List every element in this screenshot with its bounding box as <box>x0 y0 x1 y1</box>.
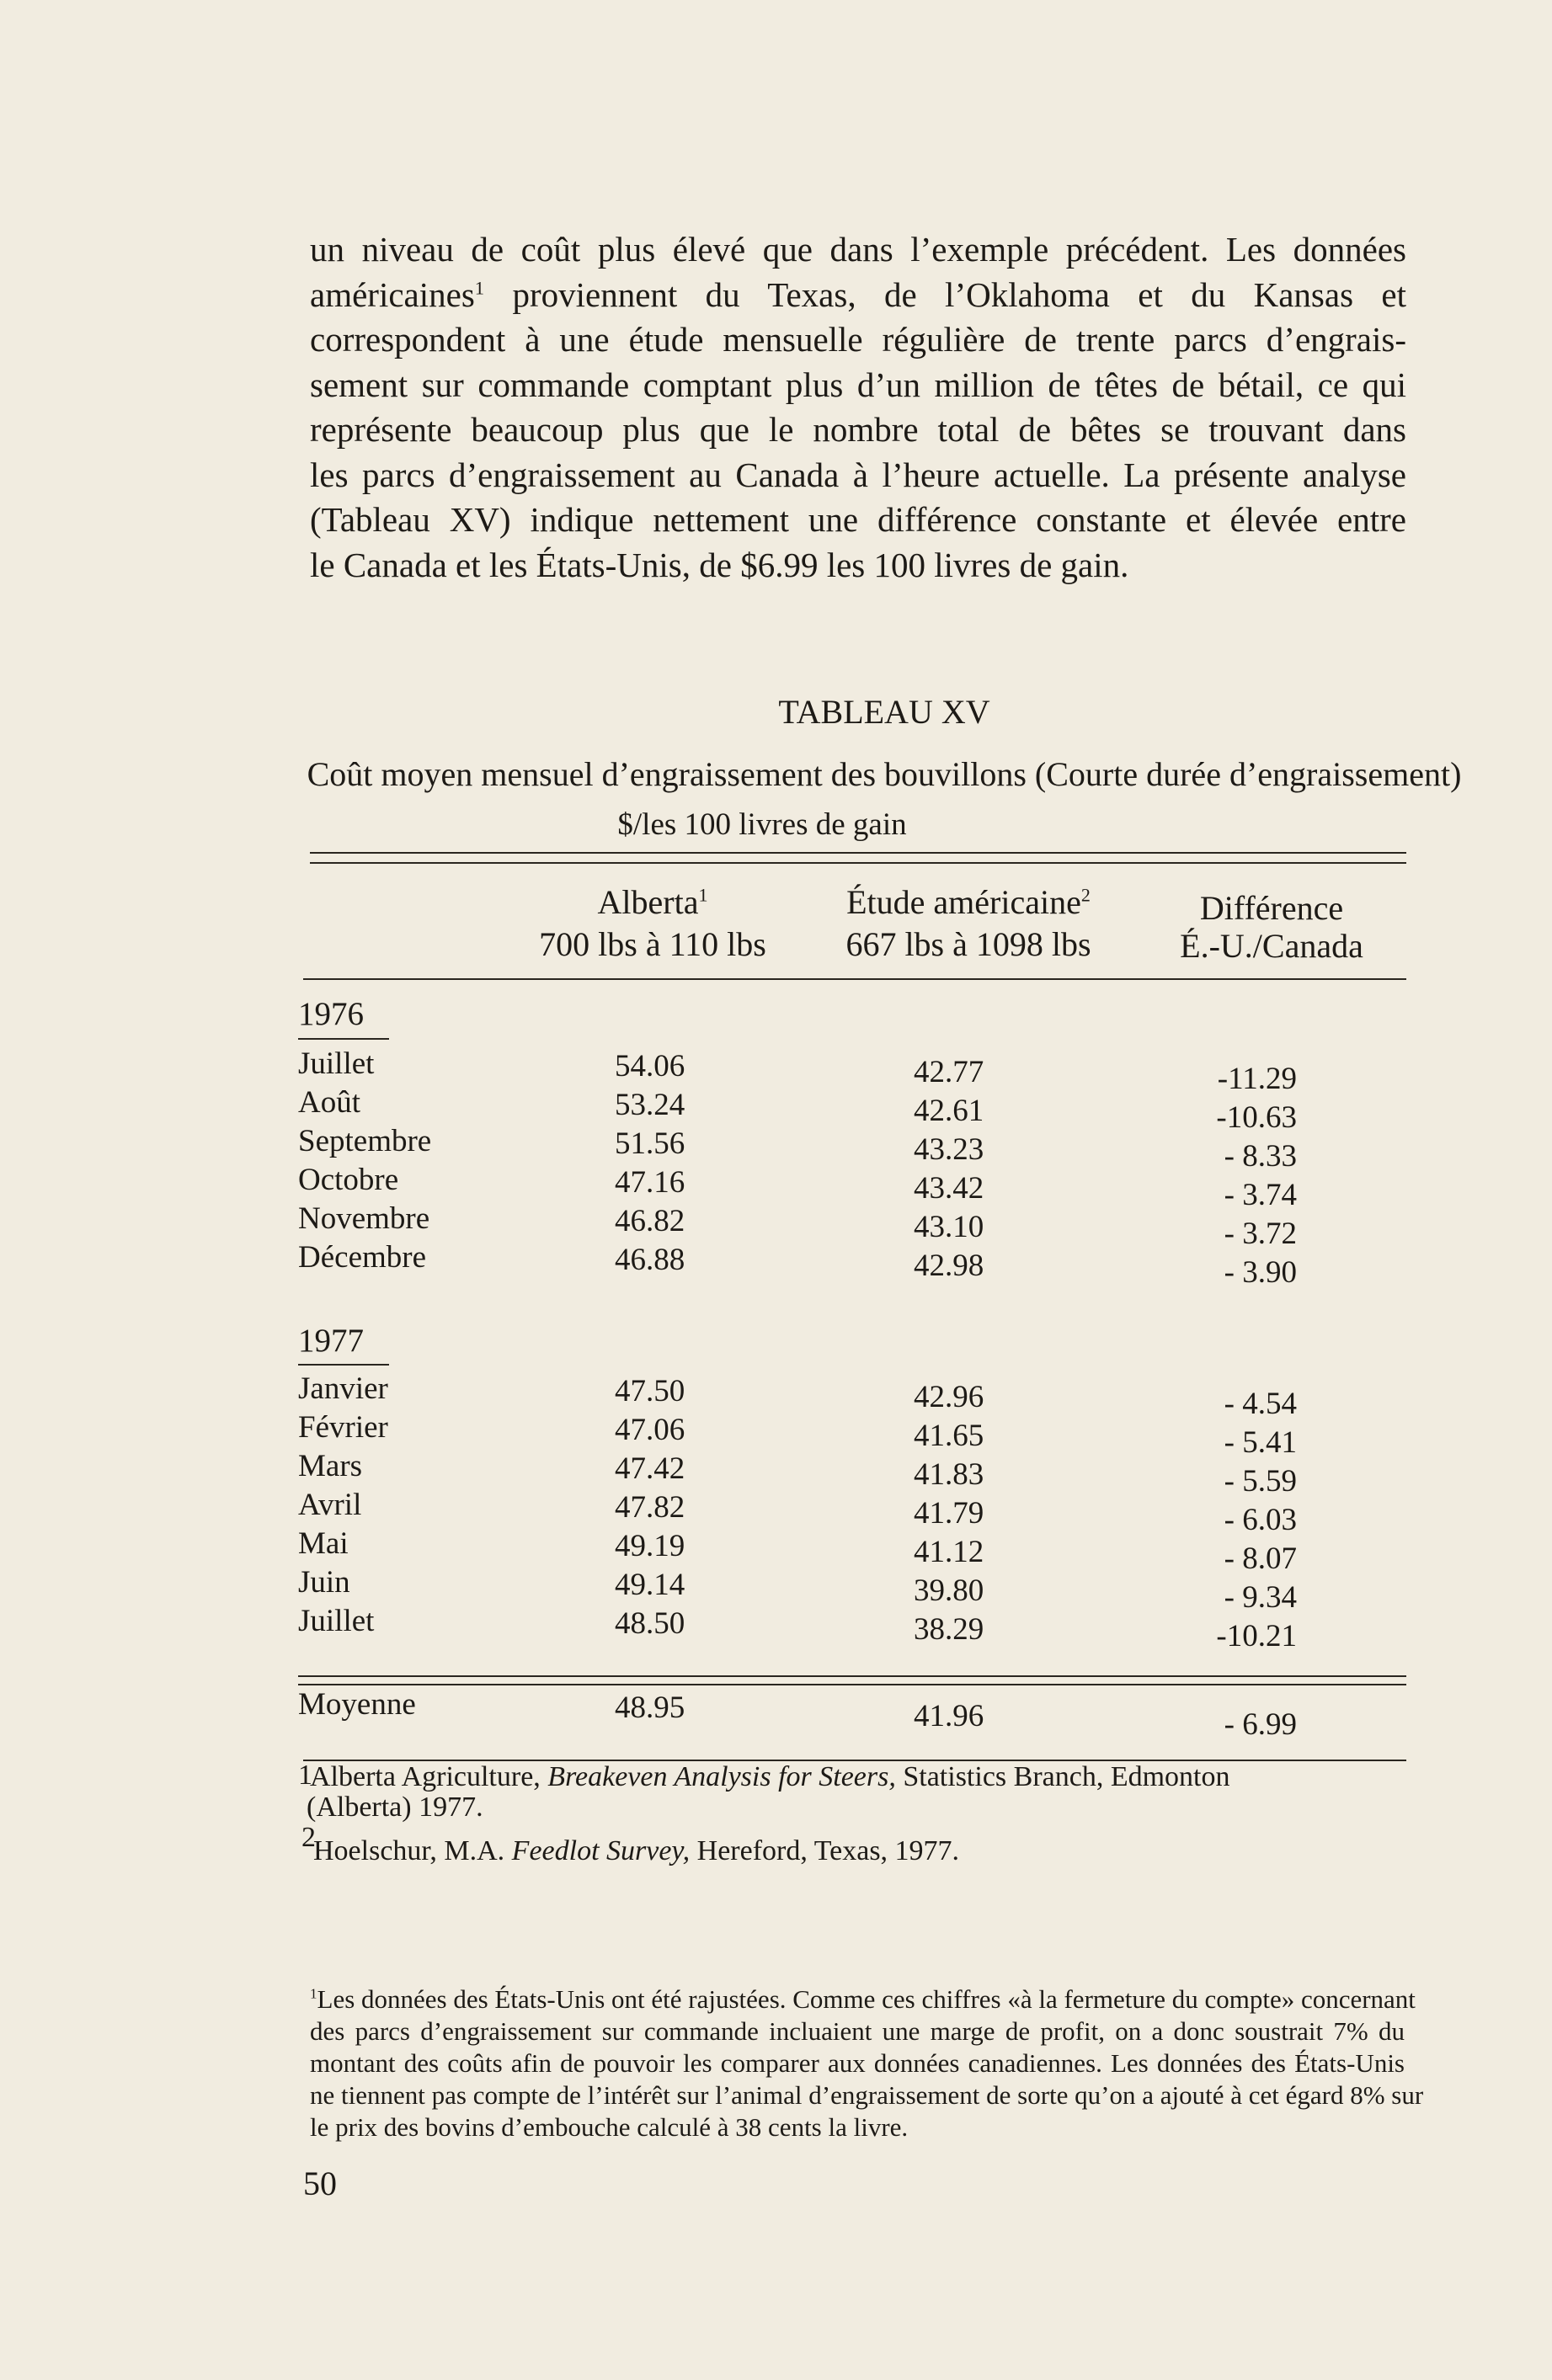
intro-line: un niveau de coût plus élevé que dans l’exemple précédent. Les données <box>310 230 1406 269</box>
year-label: 1976 <box>298 996 364 1032</box>
month-label: Juillet <box>298 1604 375 1638</box>
year-label: 1977 <box>298 1323 364 1359</box>
alberta-value: 49.19 <box>615 1529 685 1563</box>
column-header-text: Étude américaine <box>846 883 1081 921</box>
page-footnote <box>310 1983 1424 2143</box>
year-underline <box>298 1038 389 1040</box>
month-label: Février <box>298 1410 388 1445</box>
difference-value: -11.29 <box>1217 1062 1297 1096</box>
month-label: Août <box>298 1085 360 1120</box>
intro-line: correspondent à une étude mensuelle régulière de trente parcs d’engrais- <box>310 320 1406 359</box>
alberta-value: 53.24 <box>615 1088 685 1122</box>
difference-value: - 6.03 <box>1224 1503 1297 1537</box>
note-text: Hoelschur, M.A. <box>313 1835 512 1866</box>
year-underline <box>298 1364 389 1366</box>
table-top-rule <box>310 852 1406 854</box>
us-value: 43.42 <box>914 1171 984 1206</box>
difference-value: - 8.33 <box>1224 1139 1297 1174</box>
average-alberta: 48.95 <box>615 1690 685 1725</box>
difference-value: - 8.07 <box>1224 1541 1297 1576</box>
footnote-mark: 2 <box>1080 884 1091 906</box>
difference-value: - 3.90 <box>1224 1255 1297 1290</box>
column-header-difference-sub: É.-U./Canada <box>1180 927 1363 965</box>
footnote-text: Les données des États-Unis ont été rajustées. Comme ces chiffres «à la fermeture du compte» concernant <box>317 1984 1416 2014</box>
note-text: Statistics Branch, Edmonton <box>895 1761 1230 1792</box>
footnote-mark: 1 <box>698 884 708 906</box>
note-title: Feedlot Survey, <box>511 1835 691 1866</box>
average-rule <box>298 1684 1406 1685</box>
note-title: Breakeven Analysis for Steers, <box>547 1761 896 1792</box>
table-note <box>313 1835 959 1867</box>
difference-value: - 5.41 <box>1224 1425 1297 1460</box>
month-label: Avril <box>298 1488 362 1522</box>
alberta-value: 54.06 <box>615 1049 685 1084</box>
intro-paragraph <box>310 227 1406 588</box>
footnote-mark: 1 <box>310 1985 317 2002</box>
alberta-value: 47.06 <box>615 1413 685 1447</box>
month-label: Juillet <box>298 1046 375 1081</box>
column-header-us-range: 667 lbs à 1098 lbs <box>845 925 1091 963</box>
intro-line: sement sur commande comptant plus d’un million de têtes de bétail, ce qui <box>310 365 1406 404</box>
difference-value: - 3.74 <box>1224 1178 1297 1212</box>
footnote-line <box>310 1983 1416 2015</box>
column-header-us <box>808 882 1128 922</box>
us-value: 43.23 <box>914 1132 984 1167</box>
us-value: 41.12 <box>914 1535 984 1569</box>
alberta-value: 47.16 <box>615 1165 685 1200</box>
table-top-rule <box>310 862 1406 864</box>
column-header-difference: Différence <box>1199 889 1344 927</box>
month-label: Mai <box>298 1526 349 1561</box>
us-value: 41.79 <box>914 1496 984 1531</box>
month-label: Décembre <box>298 1240 427 1275</box>
footnote-line: ne tiennent pas compte de l’intérêt sur l’animal d’engraissement de sorte qu’on a ajouté à cet égard 8% sur <box>310 2080 1424 2110</box>
us-value: 39.80 <box>914 1573 984 1608</box>
intro-line: les parcs d’engraissement au Canada à l’heure actuelle. La présente analyse <box>310 455 1406 494</box>
difference-value: - 5.59 <box>1224 1464 1297 1499</box>
us-value: 41.83 <box>914 1457 984 1492</box>
alberta-value: 51.56 <box>615 1126 685 1161</box>
difference-value: - 4.54 <box>1224 1387 1297 1421</box>
us-value: 42.61 <box>914 1094 984 1128</box>
month-label: Novembre <box>298 1201 430 1236</box>
alberta-value: 47.50 <box>615 1374 685 1408</box>
footnote-line: montant des coûts afin de pouvoir les comparer aux données canadiennes. Les données des États-Unis <box>310 2048 1405 2078</box>
us-value: 41.65 <box>914 1419 984 1453</box>
us-value: 42.98 <box>914 1249 984 1283</box>
intro-line <box>310 273 1406 318</box>
table-unit: $/les 100 livres de gain <box>617 807 907 842</box>
intro-text: américaines <box>310 274 475 314</box>
month-label: Octobre <box>298 1163 399 1197</box>
difference-value: - 3.72 <box>1224 1217 1297 1251</box>
alberta-value: 47.82 <box>615 1490 685 1525</box>
us-value: 38.29 <box>914 1612 984 1647</box>
month-label: Septembre <box>298 1124 432 1158</box>
table-note <box>310 1761 1230 1793</box>
alberta-value: 49.14 <box>615 1568 685 1602</box>
month-label: Juin <box>298 1565 350 1600</box>
column-header-alberta-range: 700 lbs à 110 lbs <box>539 925 766 963</box>
note-text: Alberta Agriculture, <box>310 1761 548 1792</box>
difference-value: - 9.34 <box>1224 1580 1297 1615</box>
average-us: 41.96 <box>914 1699 984 1733</box>
header-rule <box>303 978 1406 980</box>
us-value: 43.10 <box>914 1210 984 1244</box>
alberta-value: 46.82 <box>615 1204 685 1238</box>
alberta-value: 48.50 <box>615 1606 685 1641</box>
average-difference: - 6.99 <box>1224 1707 1297 1742</box>
footnote-line: des parcs d’engraissement sur commande incluaient une marge de profit, on a donc soustrait 7% du <box>310 2016 1405 2046</box>
intro-line: le Canada et les États-Unis, de $6.99 les 100 livres de gain. <box>310 545 1129 584</box>
difference-value: -10.21 <box>1216 1619 1297 1653</box>
difference-value: -10.63 <box>1216 1100 1297 1135</box>
table-note-mark: 2 <box>301 1822 316 1853</box>
intro-line: (Tableau XV) indique nettement une différence constante et élevée entre <box>310 500 1406 539</box>
month-label: Janvier <box>298 1371 388 1406</box>
average-label: Moyenne <box>298 1687 416 1722</box>
intro-line: représente beaucoup plus que le nombre total de bêtes se trouvant dans <box>310 410 1406 449</box>
us-value: 42.77 <box>914 1055 984 1089</box>
footnote-mark: 1 <box>474 276 485 298</box>
column-header-alberta <box>505 882 800 922</box>
column-header-text: Alberta <box>597 883 699 921</box>
table-title: TABLEAU XV <box>778 693 990 731</box>
alberta-value: 46.88 <box>615 1243 685 1277</box>
us-value: 42.96 <box>914 1380 984 1414</box>
table-note-cont: (Alberta) 1977. <box>307 1792 483 1823</box>
footnote-line: le prix des bovins d’embouche calculé à 38 cents la livre. <box>310 2112 909 2142</box>
month-label: Mars <box>298 1449 363 1483</box>
average-rule <box>298 1675 1406 1677</box>
alberta-value: 47.42 <box>615 1451 685 1486</box>
table-subtitle: Coût moyen mensuel d’engraissement des bouvillons (Courte durée d’engraissement) <box>307 755 1462 793</box>
page-number: 50 <box>303 2164 337 2202</box>
table-note-mark: 1 <box>298 1760 312 1791</box>
note-text: Hereford, Texas, 1977. <box>690 1835 960 1866</box>
intro-text: proviennent du Texas, de l’Oklahoma et du Kansas et <box>512 274 1407 314</box>
